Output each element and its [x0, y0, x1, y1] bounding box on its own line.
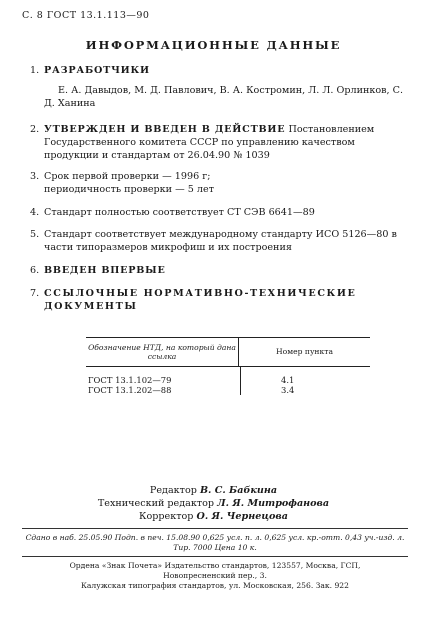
table-header	[86, 338, 370, 367]
tech-editor-label: Технический редактор	[97, 498, 215, 509]
divider	[22, 528, 408, 529]
table-cell-clause: 4.1	[281, 375, 295, 385]
table-cell-clause: 3.4	[281, 385, 295, 395]
corrector-label: Корректор	[139, 511, 194, 522]
item-3	[30, 170, 408, 196]
editor-label: Редактор	[149, 485, 197, 496]
imprint-line: Калужская типография стандартов, ул. Московская, 256. Зак. 922	[81, 581, 349, 590]
table-cell-document: ГОСТ 13.1.202—88	[86, 385, 241, 395]
item-number: 1.	[30, 65, 40, 76]
corrector-name: О. Я. Чернецова	[196, 511, 288, 522]
item-number: 5.	[30, 229, 40, 240]
table-header-clause: Номер пункта	[276, 347, 333, 356]
editor-name: В. С. Бабкина	[199, 485, 278, 496]
imprint-line: Новопресненский пер., 3.	[163, 571, 267, 580]
editor-line	[0, 484, 427, 497]
item-6	[30, 264, 408, 277]
table-row	[86, 385, 370, 395]
tech-editor-line	[0, 497, 427, 510]
imprint-line: Ордена «Знак Почета» Издательство стандартов, 123557, Москва, ГСП,	[69, 561, 361, 570]
corrector-line	[0, 510, 427, 523]
item-text: Стандарт соответствует международному стандарту ИСО 5126—80 в части типоразмеров микрофиш и их построения	[44, 229, 397, 253]
item-heading: УТВЕРЖДЕН И ВВЕДЕН В ДЕЙСТВИЕ	[44, 124, 286, 135]
developers-list: Е. А. Давыдов, М. Д. Павлович, В. А. Костромин, Л. Л. Орлинков, С. Д. Ханина	[44, 85, 404, 109]
item-number: 2.	[30, 124, 40, 135]
item-number: 3.	[30, 171, 40, 182]
item-heading: ВВЕДЕН ВПЕРВЫЕ	[44, 265, 166, 276]
item-text-line: периодичность проверки — 5 лет	[44, 184, 214, 195]
imprint	[22, 561, 408, 591]
print-info-line: Тир. 7000 Цена 10 к.	[173, 543, 257, 552]
item-text-line: Срок первой проверки — 1996 г;	[44, 171, 211, 182]
item-heading: РАЗРАБОТЧИКИ	[44, 65, 150, 76]
table-spacer	[86, 367, 370, 375]
print-info-line: Сдано в наб. 25.05.90 Подп. в печ. 15.08.90 0,625 усл. п. л. 0,625 усл. кр.-отт. 0,43 уч.-изд. л.	[25, 533, 405, 542]
item-4	[30, 206, 408, 219]
item-number: 4.	[30, 207, 40, 218]
item-2	[30, 123, 408, 162]
item-5	[30, 228, 408, 254]
item-heading: ССЫЛОЧНЫЕ НОРМАТИВНО-ТЕХНИЧЕСКИЕ ДОКУМЕНТЫ	[44, 288, 357, 312]
item-number: 6.	[30, 265, 40, 276]
item-text: Стандарт полностью соответствует СТ СЭВ 6641—89	[44, 207, 315, 218]
page-title: ИНФОРМАЦИОННЫЕ ДАННЫЕ	[85, 38, 342, 52]
divider	[22, 556, 408, 557]
item-number: 7.	[30, 288, 40, 299]
page-header: С. 8 ГОСТ 13.1.113—90	[22, 10, 150, 21]
tech-editor-name: Л. Я. Митрофанова	[217, 498, 330, 509]
table-row	[86, 375, 370, 385]
references-table	[86, 337, 370, 395]
item-text: Постановлением Государственного комитета СССР по управлению качеством продукции и стандартам от 26.04.90 № 1039	[44, 124, 375, 161]
print-info	[22, 533, 408, 553]
credits	[0, 484, 427, 523]
item-1	[30, 64, 408, 77]
item-7	[30, 287, 408, 313]
table-header-document: Обозначение НТД, на который дана ссылка	[86, 338, 239, 366]
table-cell-document: ГОСТ 13.1.102—79	[86, 375, 241, 385]
